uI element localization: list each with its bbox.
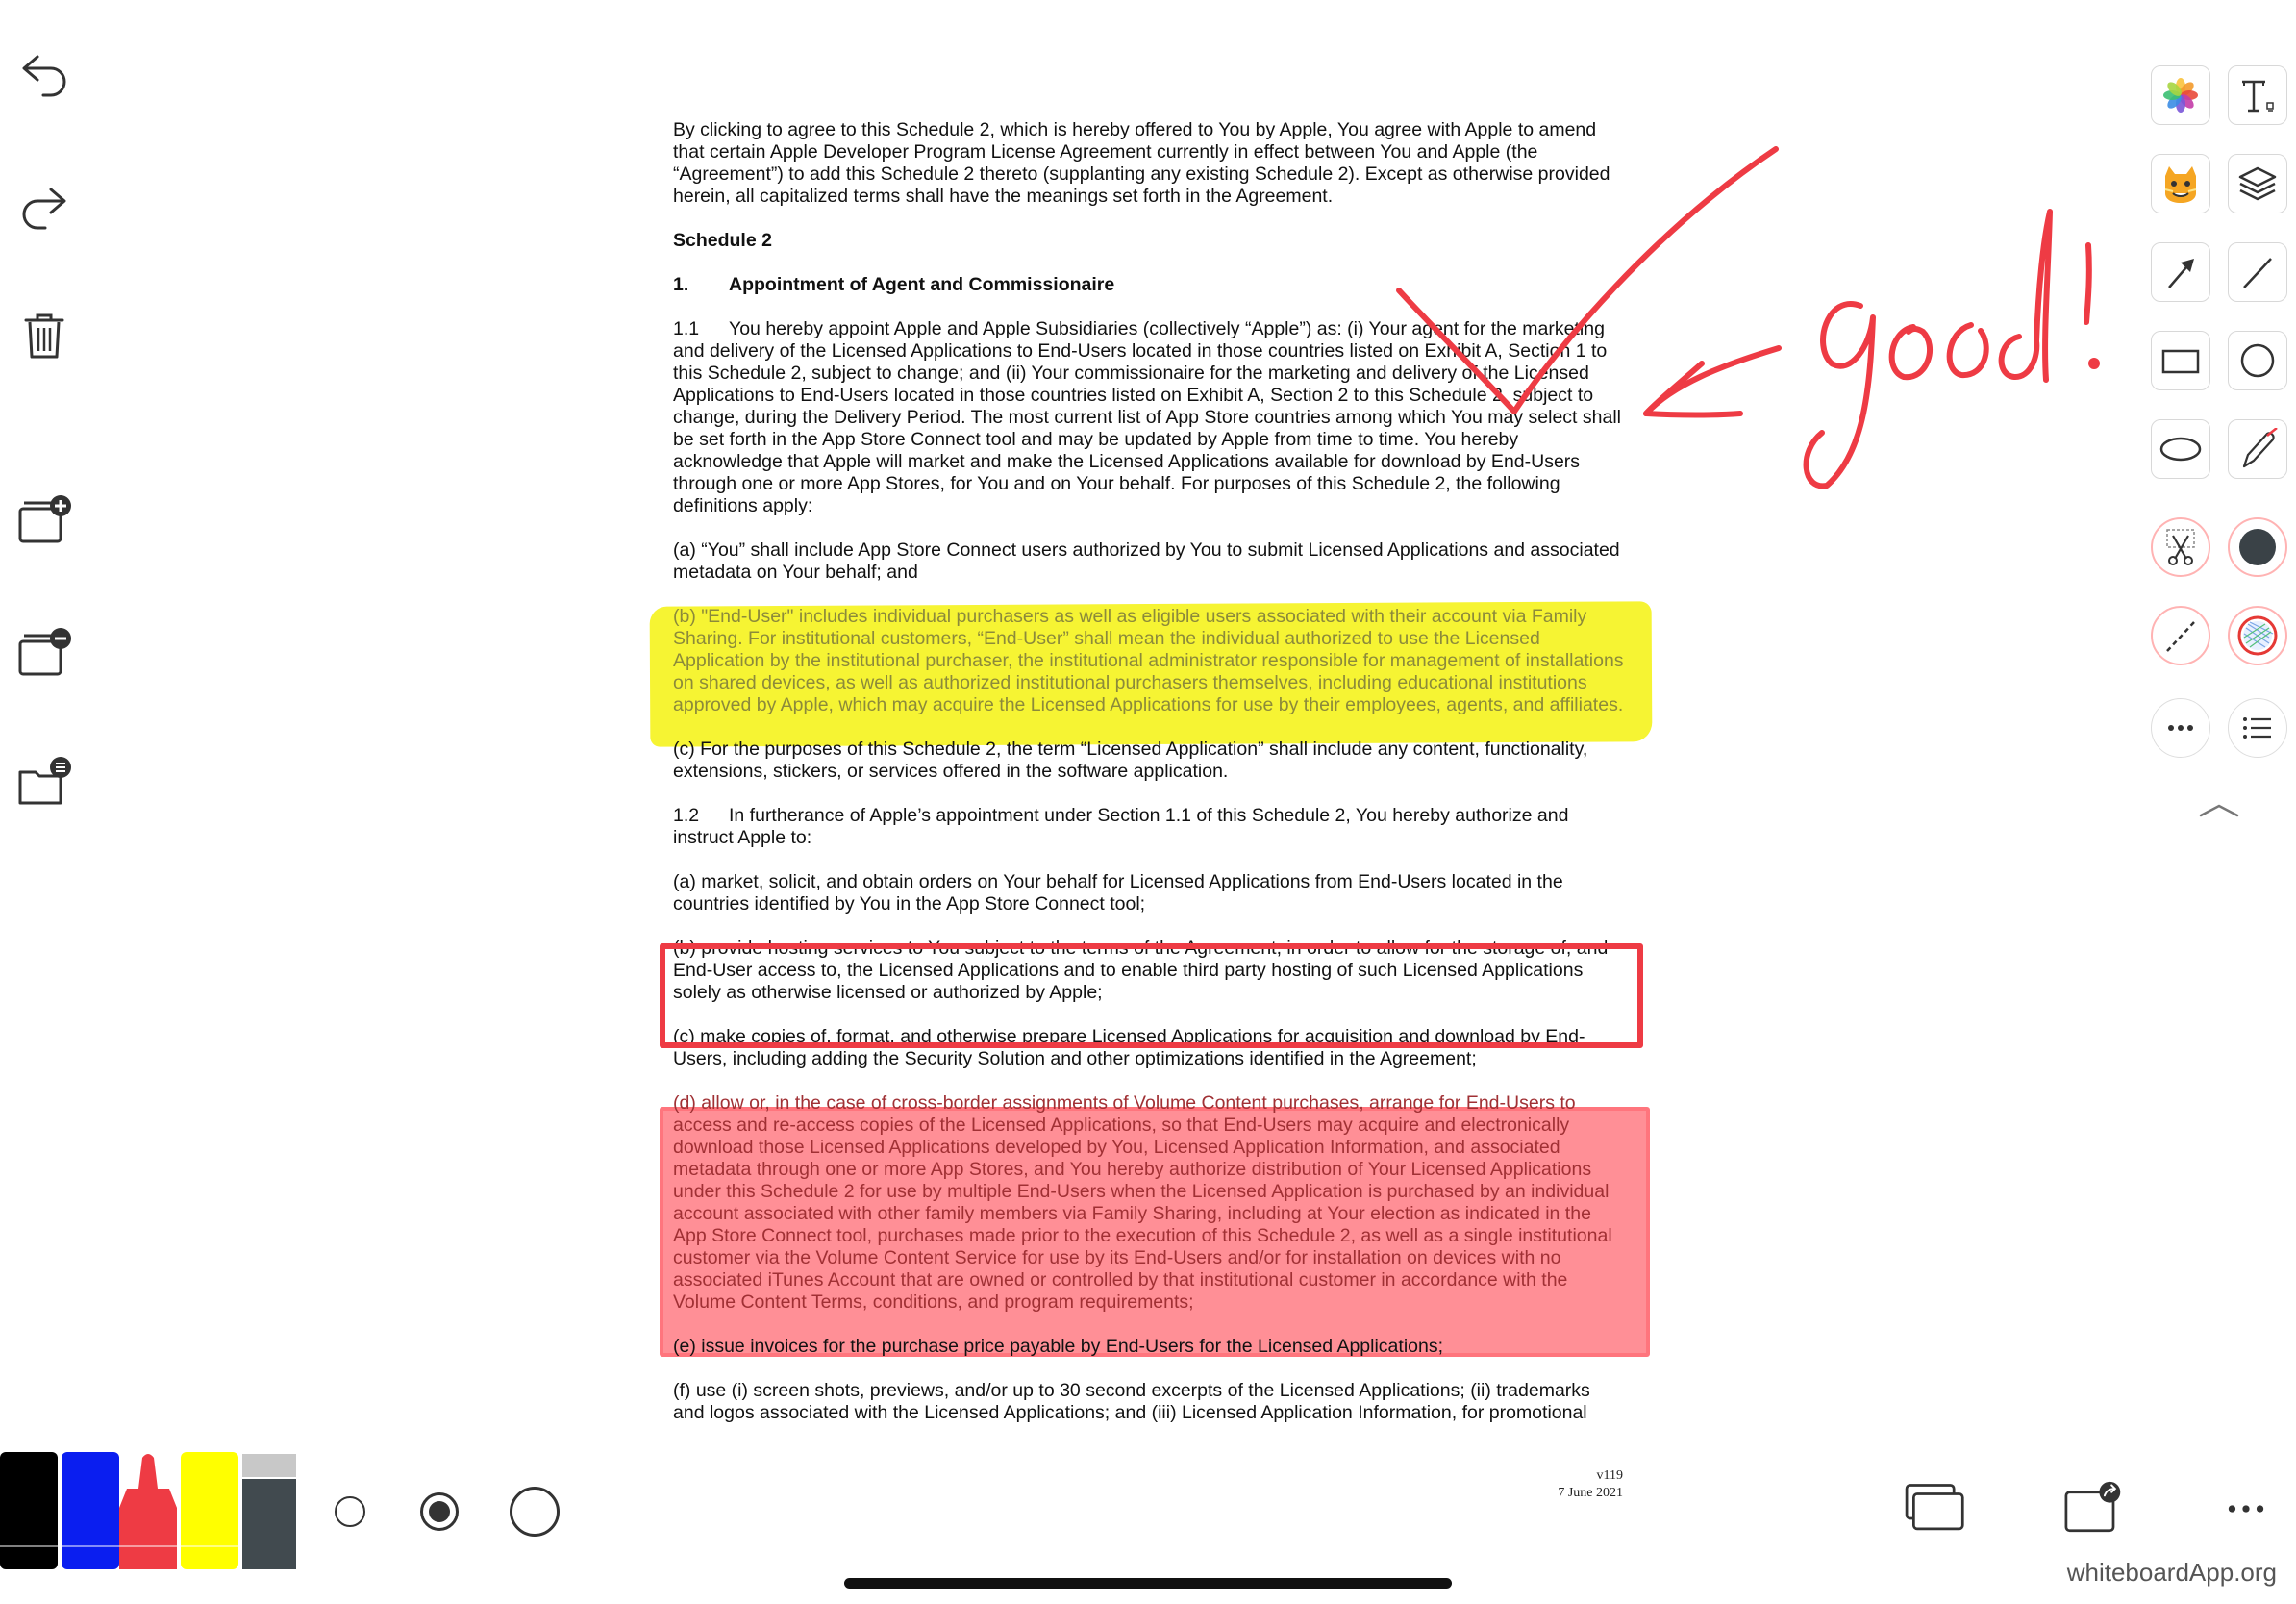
red-outline-box-annotation <box>660 943 1643 1048</box>
more-icon <box>2159 707 2202 749</box>
item-c: (c) make copies of, format, and otherwise prepare Licensed Applications for acquisition and download by End-Users, including adding the Security Solution and other optimizations identified in the Agreement; <box>673 1026 1585 1069</box>
section-1-heading <box>673 274 1625 296</box>
color-picker-button[interactable] <box>2228 606 2287 665</box>
stroke-size-small[interactable] <box>335 1496 365 1527</box>
home-indicator[interactable] <box>844 1578 1452 1589</box>
black-marker[interactable] <box>0 1450 58 1569</box>
share-button[interactable] <box>2058 1477 2131 1541</box>
definition-a: (a) “You” shall include App Store Connect users authorized by You to submit Licensed Applications and associated metadata on Your behalf; and <box>673 539 1620 583</box>
sticker-icon <box>2159 163 2202 205</box>
page-list-icon <box>16 753 72 809</box>
text-tool-icon <box>2236 74 2279 116</box>
rectangle-tool-icon <box>2159 339 2202 382</box>
yellow-marker[interactable] <box>181 1450 238 1569</box>
schedule-title: Schedule 2 <box>673 230 772 251</box>
red-marker[interactable] <box>119 1450 177 1569</box>
red-marker-icon <box>119 1450 177 1569</box>
ellipse-tool-icon <box>2159 428 2202 470</box>
paragraph-1-1 <box>673 318 1625 517</box>
handwriting-g-stroke <box>1807 304 1873 486</box>
paragraph-number: 1.2 <box>673 805 700 826</box>
more-options-button[interactable] <box>2209 1477 2283 1541</box>
handwriting-o-stroke <box>1892 327 1930 377</box>
item-a: (a) market, solicit, and obtain orders on Your behalf for Licensed Applications from End-Users located in the countries identified by You in the App Store Connect tool; <box>673 871 1563 915</box>
handwriting-exclaim-stroke <box>2086 245 2089 322</box>
selected-indicator <box>429 1501 450 1522</box>
brand-watermark: whiteboardApp.org <box>2066 1558 2277 1587</box>
handwriting-exclaim-dot <box>2091 361 2097 366</box>
add-page-icon <box>16 491 72 547</box>
section-number: 1. <box>673 274 689 295</box>
item-b: (b) provide hosting services to You subject to the terms of the Agreement, in order to allow for the storage of, and End-User access to, the Licensed Applications and to enable third party hosting of such Licensed Applications solely as otherwise licensed or authorized by Apple; <box>673 938 1609 1003</box>
handwriting-d-stroke <box>2002 212 2050 380</box>
undo-button[interactable] <box>12 38 77 104</box>
fill-color-icon <box>2236 526 2279 568</box>
date-label: 7 June 2021 <box>1558 1486 1623 1500</box>
stroke-size-large[interactable] <box>510 1487 560 1537</box>
redo-button[interactable] <box>12 171 77 237</box>
arrow-tool-icon <box>2159 251 2202 293</box>
eraser-icon <box>242 1450 300 1569</box>
pen-tool-button[interactable] <box>2228 419 2287 479</box>
ellipse-tool-button[interactable] <box>2151 419 2210 479</box>
line-tool-button[interactable] <box>2228 242 2287 302</box>
remove-page-button[interactable] <box>12 619 77 685</box>
rectangle-tool-button[interactable] <box>2151 331 2210 390</box>
text-tool-button[interactable] <box>2228 65 2287 125</box>
dashed-line-button[interactable] <box>2151 606 2210 665</box>
arrow-tool-button[interactable] <box>2151 242 2210 302</box>
document-footer <box>1558 1467 1623 1502</box>
blue-marker-icon <box>62 1450 119 1569</box>
trash-icon <box>16 307 72 363</box>
pages-icon <box>1903 1480 1970 1538</box>
remove-page-icon <box>16 624 72 680</box>
paragraph-text: In furtherance of Apple’s appointment under Section 1.1 of this Schedule 2, You hereby authorize and instruct Apple to: <box>673 805 1569 848</box>
layers-button[interactable] <box>2228 154 2287 213</box>
section-title: Appointment of Agent and Commissionaire <box>729 274 1115 295</box>
scissors-icon <box>2159 526 2202 568</box>
handwriting-o2-stroke <box>1950 325 1986 375</box>
collapse-chevron-icon <box>2197 798 2241 821</box>
circle-tool-button[interactable] <box>2228 331 2287 390</box>
item-d: (d) allow or, in the case of cross-border assignments of Volume Content purchases, arrange for End-Users to access and re-access copies of the Licensed Applications, so that End-Users may acquire and electronically download those Licensed Applications developed by You, Licensed Application Information, and associated metadata through one or more App Stores, and You hereby authorize distribution of Your Licensed Applications under this Schedule 2 for use by multiple End-Users when the Licensed Application is purchased by an individual account associated with other family members via Family Sharing, including at Your election as indicated in the App Store Connect tool, purchases made prior to the execution of this Schedule 2, as well as a single institutional customer via the Volume Content Service for use by its End-Users and/or for installation on devices with no associated iTunes Account that are owned or controlled by that institutional customer in accordance with the Volume Content Terms, conditions, and program requirements; <box>673 1092 1612 1313</box>
arrow-stroke <box>1646 348 1779 414</box>
share-icon <box>2060 1480 2128 1538</box>
intro-paragraph: By clicking to agree to this Schedule 2, which is hereby offered to You by Apple, You agree with Apple to amend that certain Apple Developer Program License Agreement currently in effect between You and Apple (the “Agreement”) to add this Schedule 2 thereto (supplanting any existing Schedule 2). Except as otherwise provided herein, all capitalized terms shall have the meanings set forth in the Agreement. <box>673 119 1610 207</box>
fill-color-button[interactable] <box>2228 517 2287 577</box>
photos-icon <box>2159 74 2202 116</box>
stroke-size-medium[interactable] <box>420 1492 459 1531</box>
paragraph-1-2 <box>673 805 1625 849</box>
black-marker-icon <box>0 1450 58 1569</box>
yellow-marker-icon <box>181 1450 238 1569</box>
more-tools-button[interactable] <box>2151 698 2210 758</box>
item-f: (f) use (i) screen shots, previews, and/or up to 30 second excerpts of the Licensed Applications; (ii) trademarks and logos associated with the Licensed Applications; and (iii) Licensed Application Information, for promotional <box>673 1380 1590 1423</box>
eraser-button[interactable] <box>242 1450 300 1569</box>
more-icon <box>2212 1480 2280 1538</box>
list-icon <box>2236 707 2279 749</box>
page-list-button[interactable] <box>12 748 77 814</box>
redo-icon <box>16 176 72 232</box>
sticker-button[interactable] <box>2151 154 2210 213</box>
collapse-toolbar-button[interactable] <box>2197 798 2241 821</box>
photos-button[interactable] <box>2151 65 2210 125</box>
line-tool-icon <box>2236 251 2279 293</box>
layers-icon <box>2236 163 2279 205</box>
definition-c: (c) For the purposes of this Schedule 2, the term “Licensed Application” shall include any content, functionality, extensions, stickers, or services offered in the software application. <box>673 739 1588 782</box>
arrow-head-stroke <box>1646 363 1740 415</box>
definition-b: (b) "End-User" includes individual purchasers as well as eligible users associated with their account via Family Sharing. For institutional customers, “End-User” shall mean the individual authorized to use the Licensed Application by the institutional purchaser, the institutional administrator responsible for management of installations on shared devices, as well as authorized institutional purchasers themselves, including educational institutions approved by Apple, which may acquire the Licensed Applications for use by their employees, agents, and affiliates. <box>673 606 1624 715</box>
dashed-line-icon <box>2159 614 2202 657</box>
delete-button[interactable] <box>12 302 77 367</box>
item-e: (e) issue invoices for the purchase price payable by End-Users for the Licensed Applications; <box>673 1336 1444 1357</box>
color-picker-icon <box>2236 614 2279 657</box>
circle-tool-icon <box>2236 339 2279 382</box>
add-page-button[interactable] <box>12 487 77 552</box>
paragraph-text: You hereby appoint Apple and Apple Subsidiaries (collectively “Apple”) as: (i) Your agent for the marketing and delivery of the Licensed Applications to End-Users located in those countries listed on Exhibit A, Section 1 to this Schedule 2, subject to change; and (ii) Your commissionaire for the marketing and delivery of the Licensed Applications to End-Users located in those countries listed on Exhibit A, Section 2 to this Schedule 2, subject to change, during the Delivery Period. The most current list of App Store countries among which You may select shall be set forth in the App Store Connect tool and may be updated by Apple from time to time. You hereby acknowledge that Apple will market and make the Licensed Applications available for download by End-Users through one or more App Stores, for You and on Your behalf. For purposes of this Schedule 2, the following definitions apply: <box>673 318 1621 516</box>
pen-tool-icon <box>2236 428 2279 470</box>
list-button[interactable] <box>2228 698 2287 758</box>
version-label: v119 <box>1596 1468 1623 1483</box>
undo-icon <box>16 43 72 99</box>
scissors-button[interactable] <box>2151 517 2210 577</box>
pages-button[interactable] <box>1900 1477 1973 1541</box>
blue-marker[interactable] <box>62 1450 119 1569</box>
paragraph-number: 1.1 <box>673 318 700 339</box>
document-page <box>673 119 1625 1446</box>
